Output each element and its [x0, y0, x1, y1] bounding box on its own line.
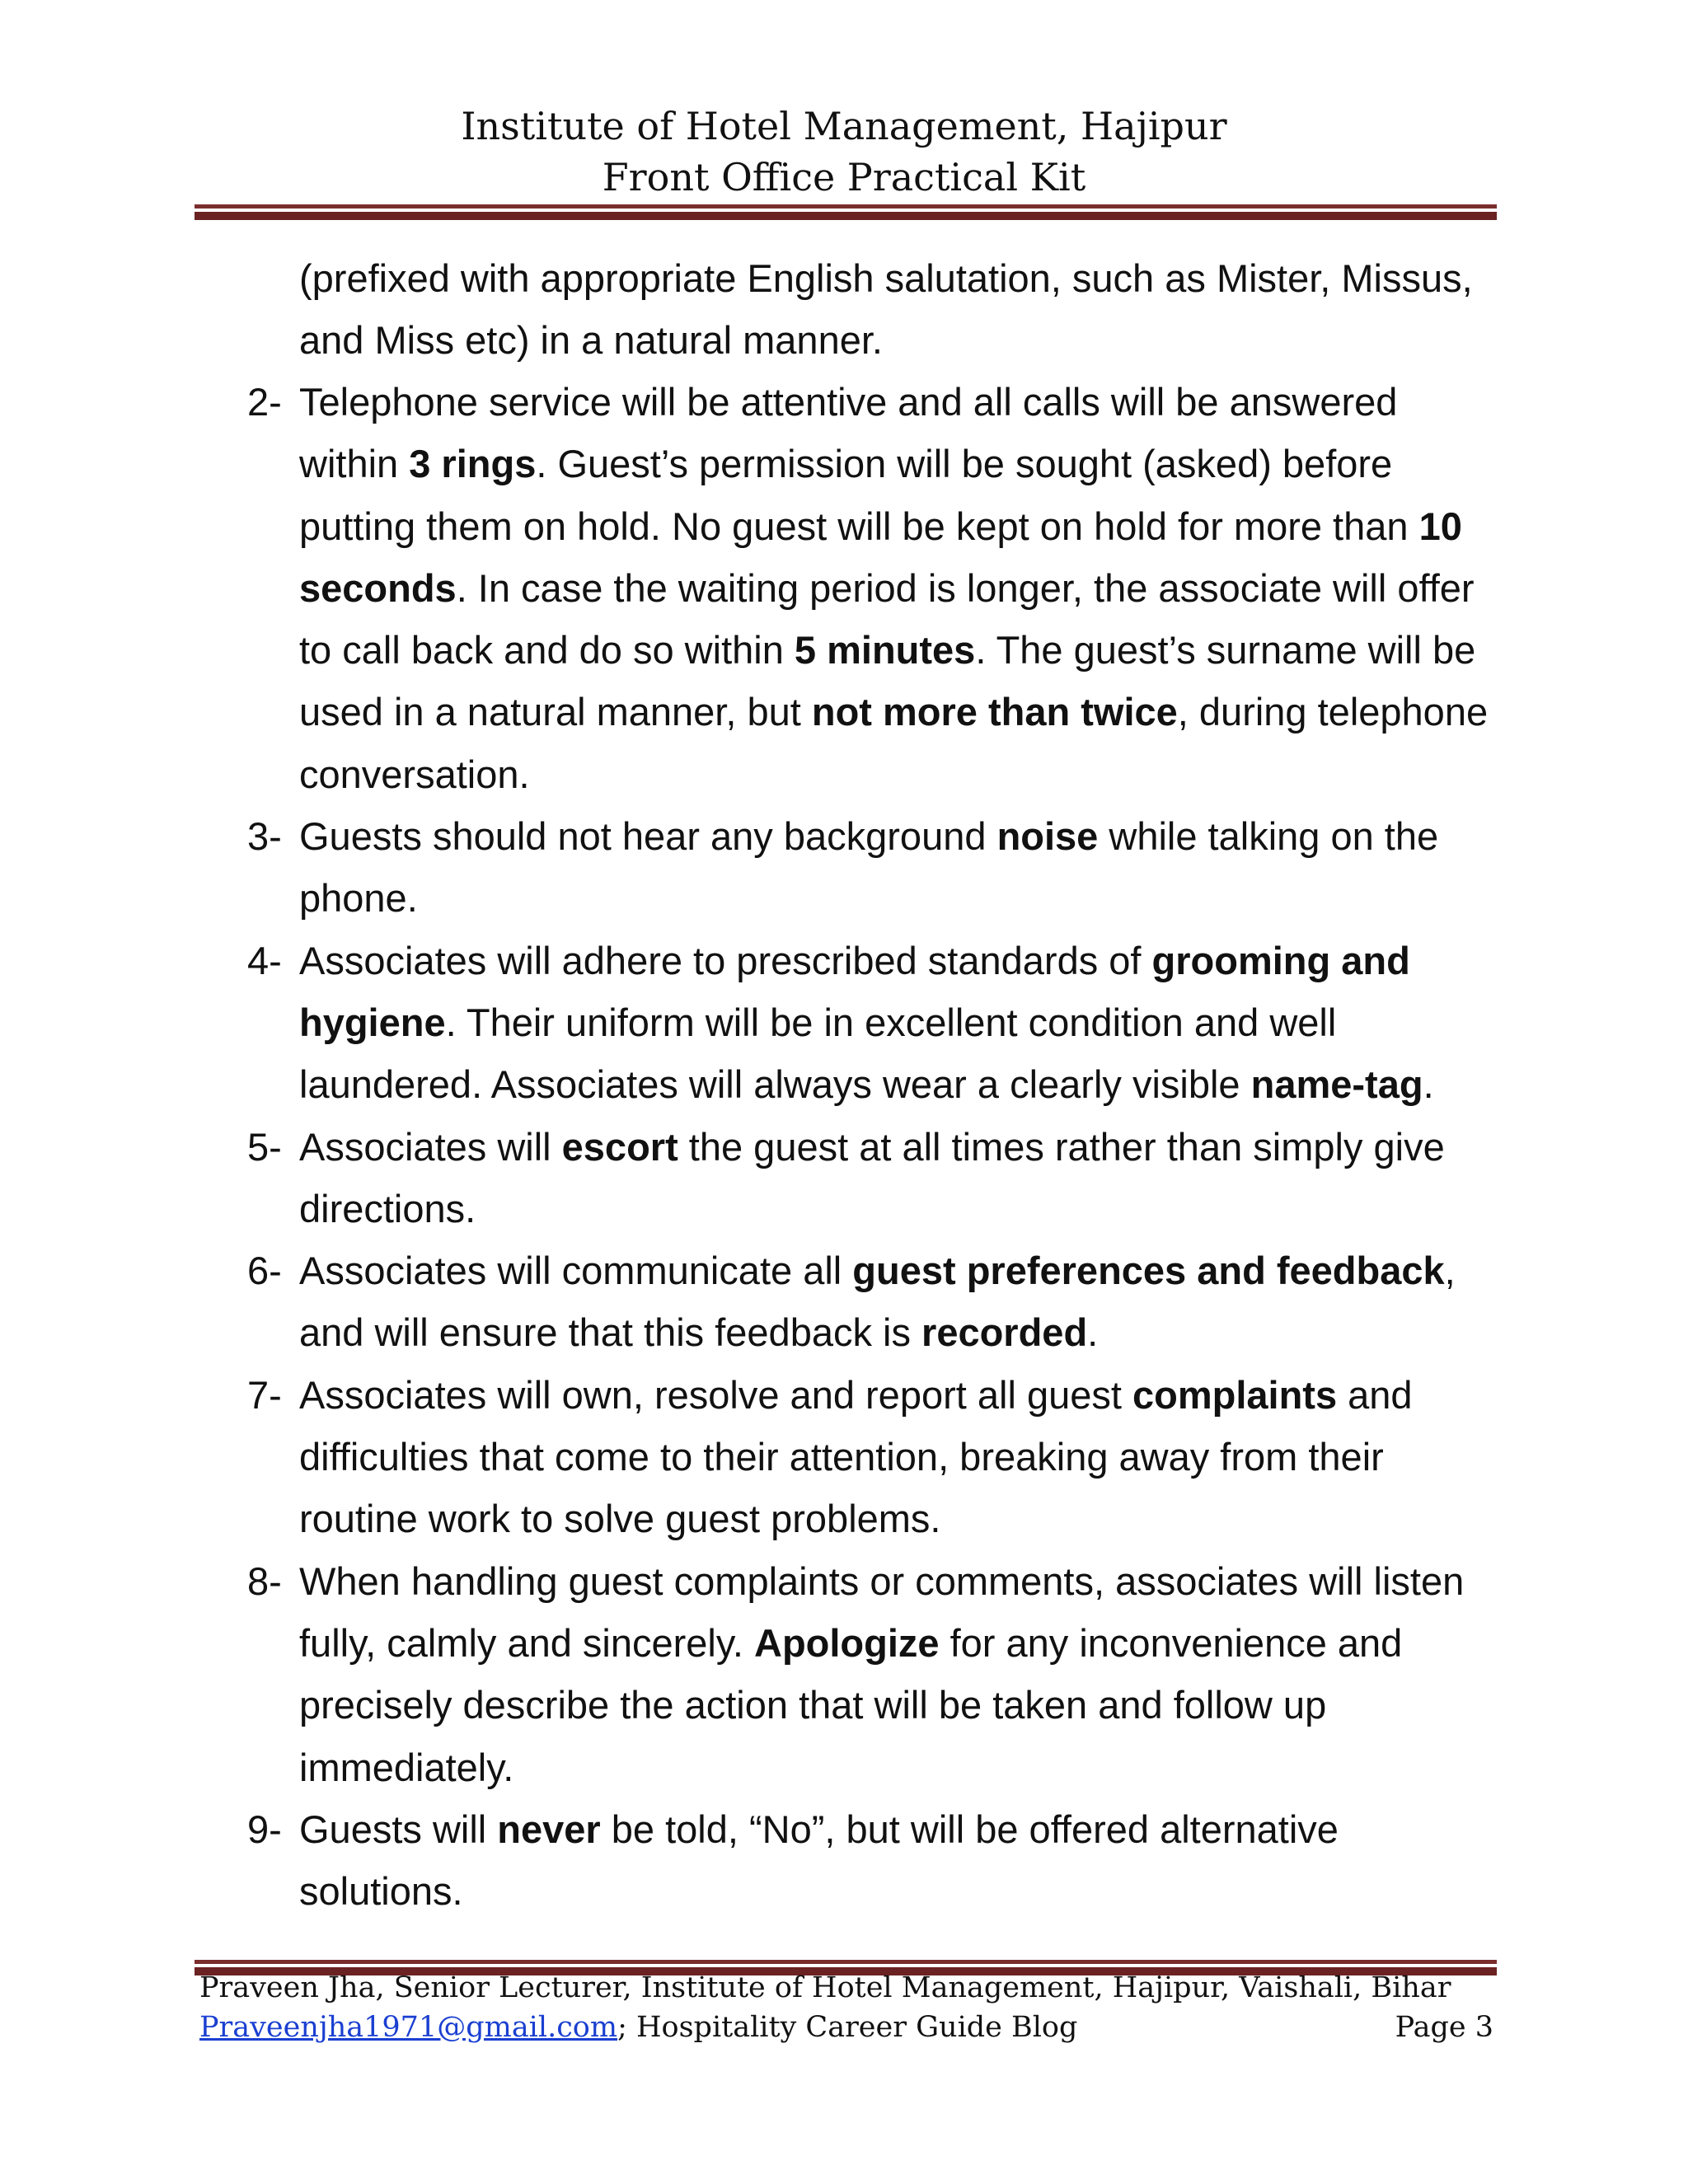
list-item-number: 6-: [247, 1249, 282, 1293]
standards-list: [247, 371, 1500, 1922]
text-run: Guests should not hear any background: [299, 814, 997, 859]
footer-contact: [199, 2011, 1077, 2044]
header-institute: Institute of Hotel Management, Hajipur: [461, 104, 1227, 148]
list-item-text: [299, 1240, 1500, 1364]
list-item-number: 5-: [247, 1124, 282, 1169]
list-item-number: 8-: [247, 1558, 282, 1603]
emphasis-text: guest preferences and feedback: [852, 1249, 1445, 1293]
text-run: , and will ensure that this feedback is: [299, 1249, 1456, 1355]
emphasis-text: noise: [996, 814, 1099, 859]
text-run: Associates will own, resolve and report all guest: [299, 1372, 1132, 1417]
text-run: Telephone service will be attentive and all calls will be answered within: [299, 380, 1398, 486]
emphasis-text: 3 rings: [409, 442, 537, 486]
text-run: . Their uniform will be in excellent condition and well laundered. Associates will always wear a clearly visible: [299, 1000, 1337, 1107]
text-run: . Guest’s permission will be sought (asked) before putting them on hold. No guest will be kept on hold for more than: [299, 442, 1419, 548]
text-run: and difficulties that come to their attention, breaking away from their routine work to solve guest problems.: [299, 1372, 1413, 1541]
text-run: while talking on the phone.: [299, 814, 1439, 921]
emphasis-text: name-tag: [1250, 1062, 1423, 1107]
list-item: [247, 1550, 1500, 1798]
emphasis-text: grooming and hygiene: [299, 938, 1410, 1044]
email-link[interactable]: Praveenjha1971@gmail.com: [199, 2011, 618, 2044]
emphasis-text: never: [497, 1807, 601, 1851]
footer-author: Praveen Jha, Senior Lecturer, Institute of Hotel Management, Hajipur, Vaishali, Bihar: [199, 1971, 1451, 2004]
list-item: [247, 1364, 1500, 1550]
emphasis-text: complaints: [1132, 1372, 1338, 1417]
list-item-number: 4-: [247, 938, 282, 982]
text-run: Associates will adhere to prescribed standards of: [299, 938, 1152, 982]
header-divider: [195, 204, 1497, 220]
text-run: , during telephone conversation.: [299, 690, 1489, 796]
text-run: Associates will: [299, 1124, 562, 1169]
list-item: [247, 371, 1500, 805]
text-run: Associates will communicate all: [299, 1249, 853, 1293]
text-run: be told, “No”, but will be offered alternative solutions.: [299, 1807, 1339, 1914]
page-number: Page 3: [1395, 2011, 1493, 2044]
list-item-text: [299, 1550, 1500, 1798]
emphasis-text: escort: [561, 1124, 678, 1169]
footer-line: [199, 2011, 1493, 2044]
text-run: Guests will: [299, 1807, 498, 1851]
text-run: .: [1087, 1310, 1099, 1355]
list-item-text: [299, 1364, 1500, 1550]
list-item-text: [299, 930, 1500, 1116]
list-item: [247, 1116, 1500, 1240]
text-run: .: [1423, 1062, 1434, 1107]
list-item: [247, 1240, 1500, 1364]
text-run: . The guest’s surname will be used in a natural manner, but: [299, 628, 1476, 734]
list-item-text: [299, 371, 1500, 805]
document-body: [247, 247, 1500, 1922]
footer-blog: ; Hospitality Career Guide Blog: [617, 2011, 1078, 2044]
text-run: . In case the waiting period is longer, the associate will offer to call back and do so within: [299, 565, 1475, 673]
continuation-paragraph: (prefixed with appropriate English salutation, such as Mister, Missus, and Miss etc) in a natural manner.: [299, 256, 1473, 362]
header-title: Front Office Practical Kit: [602, 155, 1086, 199]
text-run: When handling guest complaints or comments, associates will listen fully, calmly and sincerely.: [299, 1558, 1465, 1665]
list-item: [247, 930, 1500, 1116]
list-item: [247, 1798, 1500, 1923]
emphasis-text: recorded: [921, 1310, 1088, 1355]
emphasis-text: 5 minutes: [794, 628, 976, 673]
text-run: for any inconvenience and precisely describe the action that will be taken and follow up immediately.: [299, 1620, 1403, 1789]
list-item-number: 9-: [247, 1807, 282, 1851]
list-item-text: [299, 1798, 1500, 1923]
text-run: the guest at all times rather than simply give directions.: [299, 1124, 1445, 1230]
emphasis-text: not more than twice: [811, 690, 1178, 734]
list-item-text: [299, 805, 1500, 930]
emphasis-text: Apologize: [754, 1620, 940, 1665]
list-item-number: 7-: [247, 1372, 282, 1417]
list-item-number: 2-: [247, 380, 282, 424]
list-item: [247, 805, 1500, 930]
emphasis-text: 10 seconds: [299, 504, 1462, 610]
list-item-text: [299, 1116, 1500, 1240]
list-item-number: 3-: [247, 814, 282, 859]
